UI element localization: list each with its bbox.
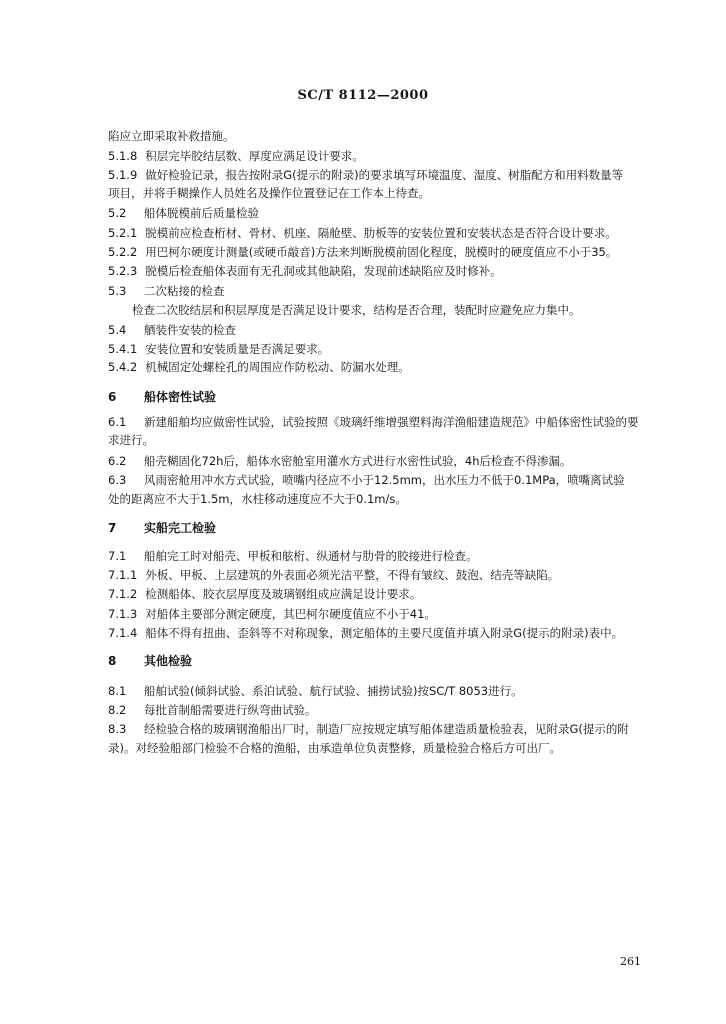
clause-number: 7.1 — [108, 549, 127, 563]
clause-number: 5.2.3 — [108, 264, 138, 278]
text-line — [108, 472, 668, 488]
text-line — [108, 148, 668, 164]
clause-text: 机械固定处螺栓孔的周围应作防松动、防漏水处理。 — [145, 360, 410, 374]
clause-number: 8.3 — [108, 722, 127, 736]
text-line — [108, 185, 668, 201]
clause-number: 5.1.8 — [108, 149, 138, 163]
clause-text: 检查二次胶结层和积层厚度是否满足设计要求，结构是否合理，装配时应避免应力集中。 — [132, 303, 581, 317]
clause-text: 船壳糊固化72h后，船体水密舱室用灌水方式进行水密性试验，4h后检查不得渗漏。 — [144, 454, 572, 468]
clause-number: 5.4 — [108, 323, 127, 337]
clause-text: 求进行。 — [108, 433, 154, 447]
clause-number: 5.2.1 — [108, 226, 138, 240]
clause-text: 船舶完工时对船壳、甲板和舷桁、纵通材与肋骨的胶接进行检查。 — [144, 549, 478, 563]
clause-number: 7.1.4 — [108, 626, 138, 640]
text-line — [108, 567, 668, 583]
text-line — [108, 205, 668, 221]
clause-text: 用巴柯尔硬度计测量(或硬币敲音)方法来判断脱模前固化程度，脱模时的硬度值应不小于35。 — [145, 245, 618, 259]
clause-text: 船体密性试验 — [144, 390, 217, 404]
text-line — [108, 491, 668, 507]
section-heading — [108, 389, 668, 405]
clause-text: 脱模后检查船体表面有无孔洞或其他缺陷，发现前述缺陷应及时修补。 — [145, 264, 502, 278]
clause-number: 7 — [108, 521, 117, 535]
clause-text: 船体不得有扭曲、歪斜等不对称现象，测定船体的主要尺度值并填入附录G(提示的附录)表中。 — [145, 626, 624, 640]
clause-text: 风雨密舱用冲水方式试验，喷嘴内径应不小于12.5mm，出水压力不低于0.1MPa，喷嘴离试验 — [144, 473, 625, 487]
text-line — [108, 263, 668, 279]
clause-text: 脱模前应检查桁材、骨材、机座、隔舱壁、肋板等的安装位置和安装状态是否符合设计要求。 — [145, 226, 617, 240]
clause-text: 对船体主要部分测定硬度，其巴柯尔硬度值应不小于41。 — [145, 607, 436, 621]
text-line — [108, 225, 668, 241]
clause-text: 实船完工检验 — [144, 521, 217, 535]
clause-text: 新建船舶均应做密性试验，试验按照《玻璃纤维增强塑料海洋渔船建造规范》中船体密性试验的要 — [144, 415, 639, 429]
clause-number: 5.3 — [108, 284, 127, 298]
clause-text: 船舶试验(倾斜试验、系泊试验、航行试验、捕捞试验)按SC/T 8053进行。 — [144, 684, 523, 698]
text-line — [108, 453, 668, 469]
clause-text: 每批首制船需要进行纵弯曲试验。 — [144, 703, 317, 717]
clause-text: 安装位置和安装质量是否满足要求。 — [145, 342, 330, 356]
clause-text: 其他检验 — [144, 654, 193, 668]
text-line — [108, 683, 668, 699]
section-heading — [108, 520, 668, 536]
clause-text: 舾装件安装的检查 — [144, 323, 236, 337]
clause-text: 船体脱模前后质量检验 — [144, 206, 259, 220]
clause-number: 5.2.2 — [108, 245, 138, 259]
text-line — [108, 283, 668, 299]
text-line — [108, 432, 668, 448]
clause-text: 积层完毕胶结层数、厚度应满足设计要求。 — [145, 149, 364, 163]
text-line — [108, 721, 668, 737]
text-line — [108, 625, 668, 641]
text-line — [132, 302, 692, 318]
text-line — [108, 341, 668, 357]
text-line — [108, 167, 668, 183]
text-line — [108, 586, 668, 602]
clause-number: 5.2 — [108, 206, 127, 220]
text-line — [108, 244, 668, 260]
clause-number: 7.1.1 — [108, 568, 138, 582]
clause-number: 6.3 — [108, 473, 127, 487]
clause-number: 5.4.2 — [108, 360, 138, 374]
clause-text: 陷应立即采取补救措施。 — [108, 129, 235, 143]
text-line — [108, 548, 668, 564]
clause-number: 8.2 — [108, 703, 127, 717]
text-line — [108, 740, 668, 756]
clause-number: 6 — [108, 390, 117, 404]
clause-number: 6.1 — [108, 415, 127, 429]
text-line — [108, 606, 668, 622]
clause-text: 做好检验记录，报告按附录G(提示的附录)的要求填写环境温度、湿度、树脂配方和用料数量等 — [145, 168, 624, 182]
clause-number: 6.2 — [108, 454, 127, 468]
document-header: SC/T 8112—2000 — [297, 88, 429, 103]
clause-number: 5.4.1 — [108, 342, 138, 356]
page-number: 261 — [620, 955, 641, 968]
clause-number: 8.1 — [108, 684, 127, 698]
clause-number: 7.1.2 — [108, 587, 138, 601]
clause-text: 录)。对经验船部门检验不合格的渔船，由承造单位负责整修，质量检验合格后方可出厂。 — [108, 741, 561, 755]
text-line — [108, 128, 668, 144]
text-line — [108, 414, 668, 430]
clause-number: 8 — [108, 654, 117, 668]
text-line — [108, 359, 668, 375]
text-line — [108, 702, 668, 718]
section-heading — [108, 653, 668, 669]
text-line — [108, 322, 668, 338]
clause-text: 处的距离应不大于1.5m，水柱移动速度应不大于0.1m/s。 — [108, 492, 407, 506]
clause-number: 7.1.3 — [108, 607, 138, 621]
clause-text: 经检验合格的玻璃钢渔船出厂时，制造厂应按规定填写船体建造质量检验表，见附录G(提示的附 — [144, 722, 629, 736]
clause-text: 外板、甲板、上层建筑的外表面必须光洁平整，不得有皱纹、鼓泡、结壳等缺陷。 — [145, 568, 560, 582]
clause-text: 检测船体、胶衣层厚度及玻璃钢组成应满足设计要求。 — [145, 587, 422, 601]
clause-text: 项目，并将手糊操作人员姓名及操作位置登记在工作本上待查。 — [108, 186, 430, 200]
clause-text: 二次粘接的检查 — [144, 284, 225, 298]
clause-number: 5.1.9 — [108, 168, 138, 182]
